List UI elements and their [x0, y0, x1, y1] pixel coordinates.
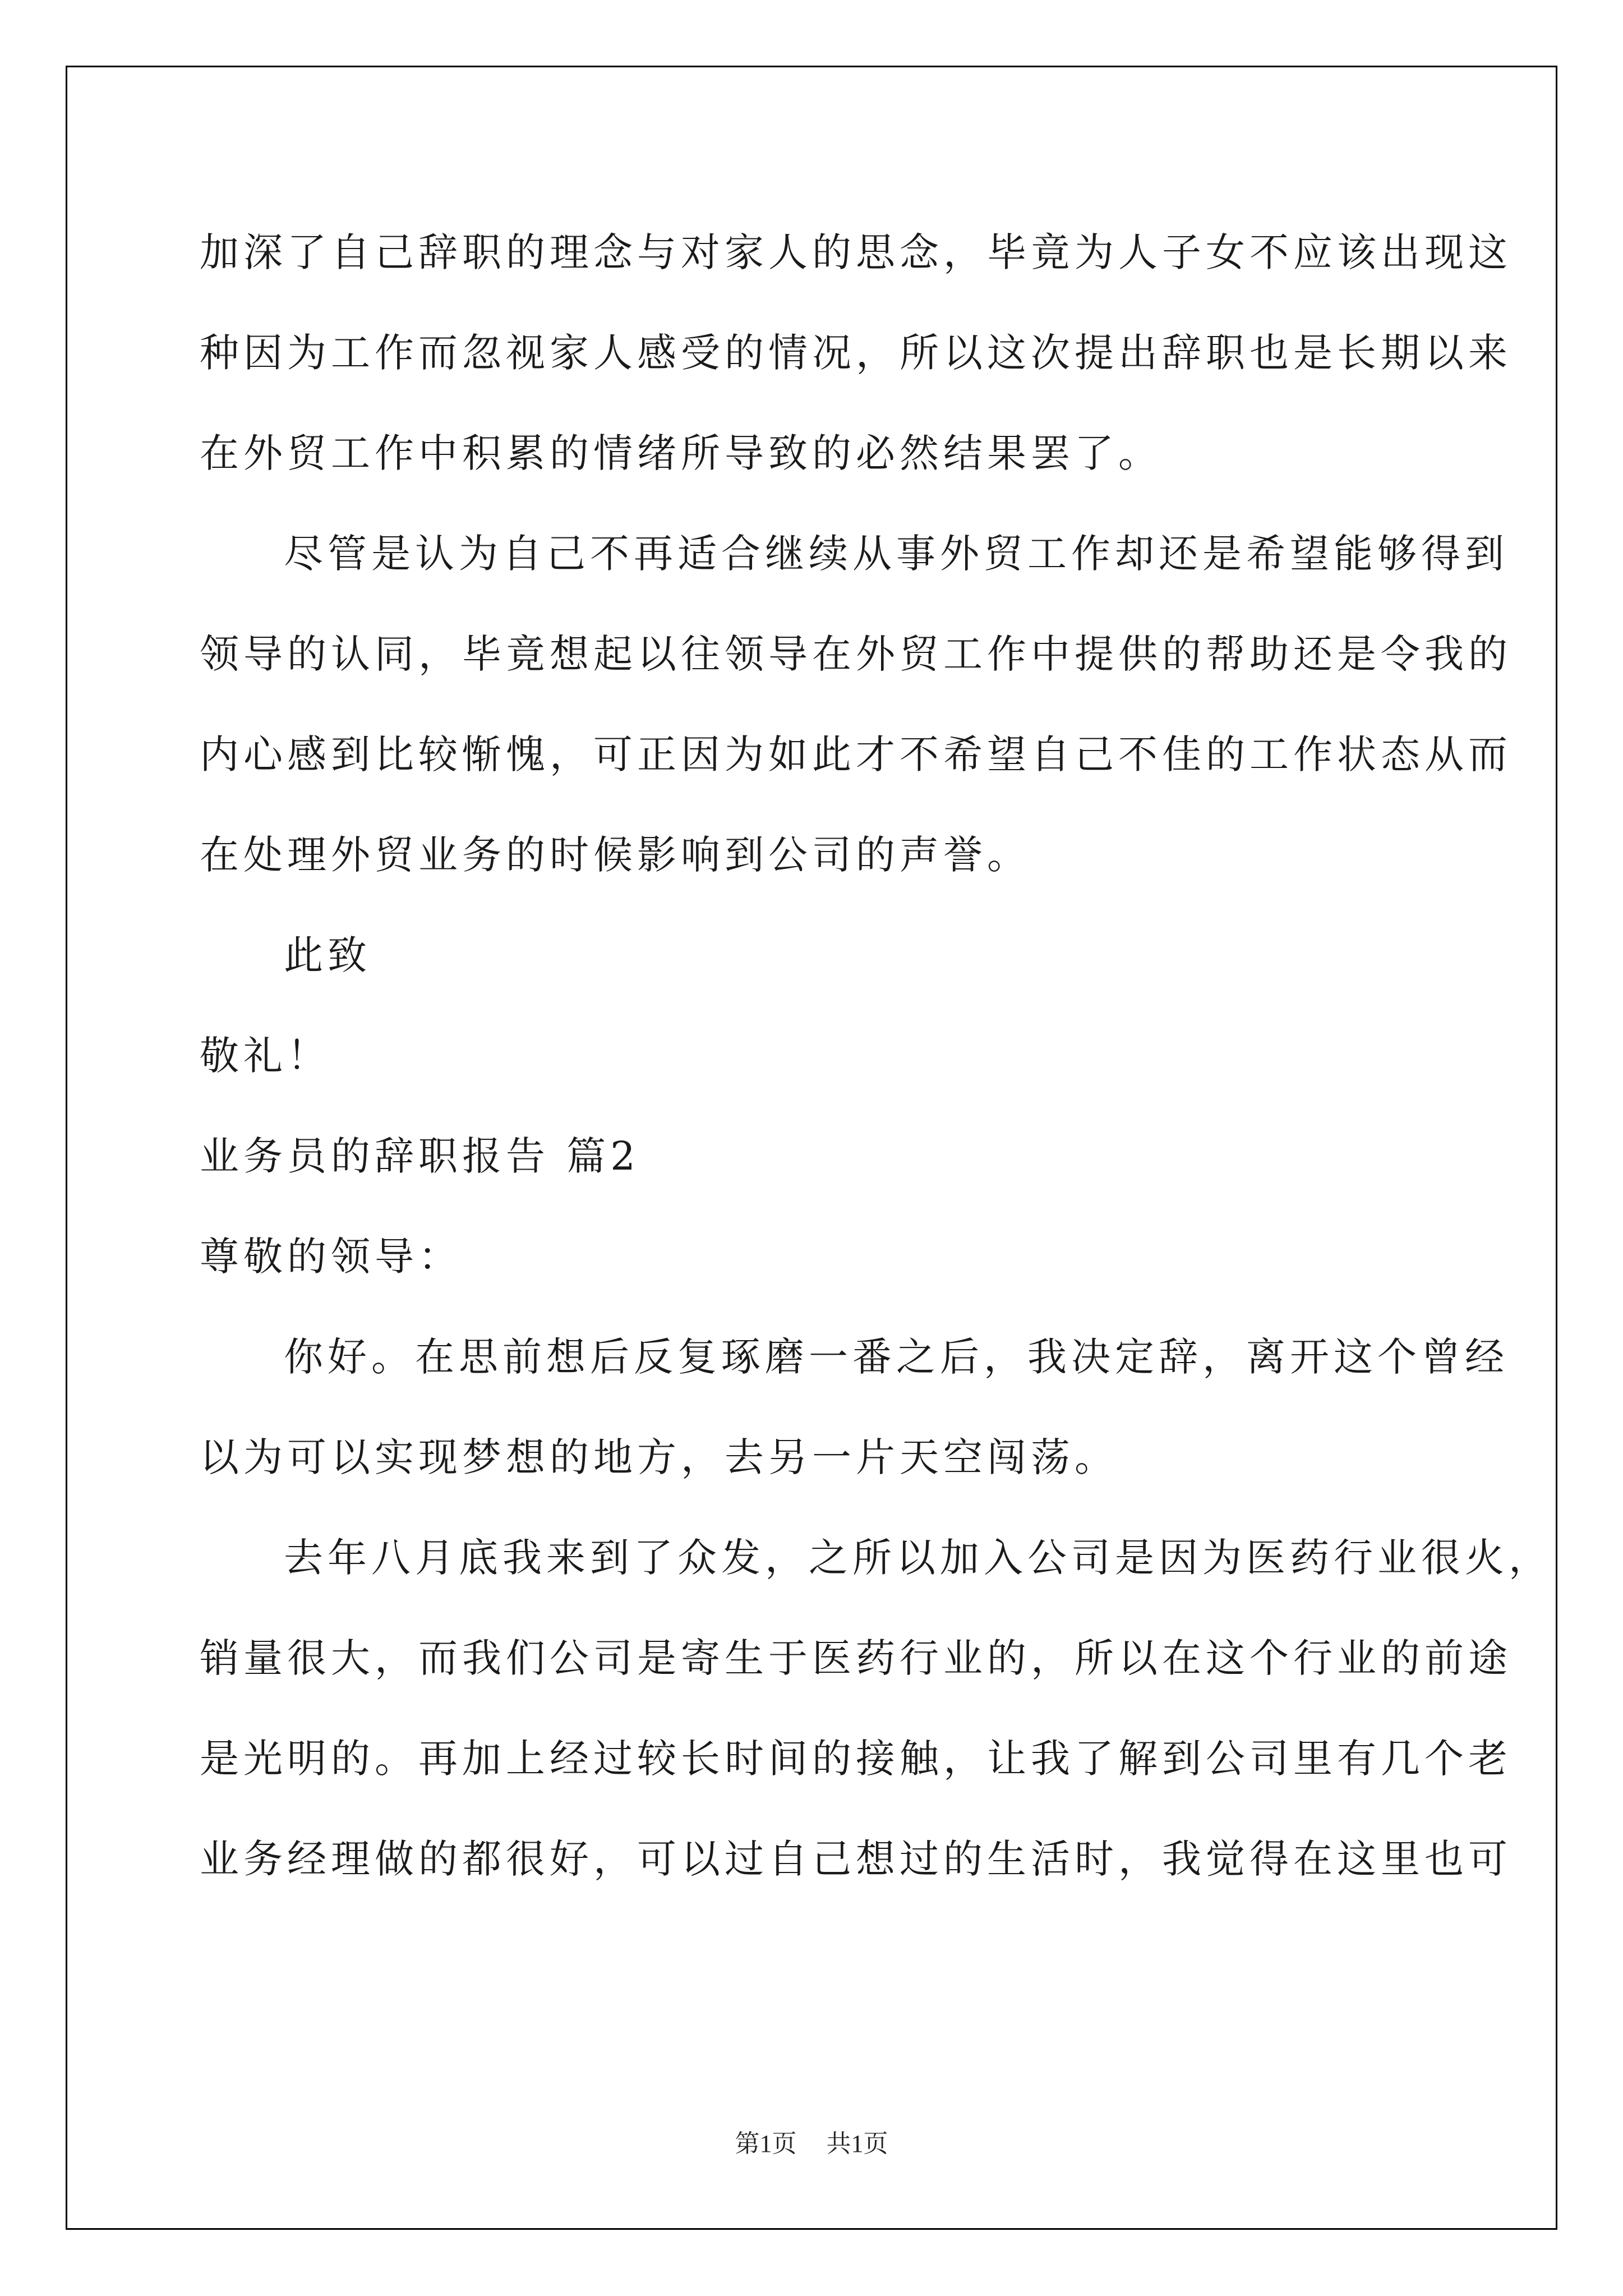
document-body [200, 219, 1552, 1926]
text-line: 是光明的。再加上经过较长时间的接触，让我了解到公司里有几个老 [200, 1736, 1512, 1782]
text-line: 业务经理做的都很好，可以过自己想过的生活时，我觉得在这里也可 [200, 1836, 1512, 1882]
paragraph-start-line: 尽管是认为自己不再适合继续从事外贸工作却还是希望能够得到 [284, 531, 1509, 577]
closing-phrase: 此致 [284, 932, 371, 978]
page-footer [0, 2123, 1623, 2159]
text-line: 在外贸工作中积累的情绪所导致的必然结果罢了。 [200, 430, 1162, 476]
paragraph-start-line: 去年八月底我来到了众发，之所以加入公司是因为医药行业很火， [284, 1535, 1552, 1581]
section-heading: 业务员的辞职报告 篇2 [200, 1133, 640, 1179]
text-line: 领导的认同，毕竟想起以往领导在外贸工作中提供的帮助还是令我的 [200, 631, 1512, 677]
text-line: 种因为工作而忽视家人感受的情况，所以这次提出辞职也是长期以来 [200, 330, 1512, 376]
page-total: 共1页 [826, 2130, 888, 2157]
greeting: 尊敬的领导： [200, 1234, 462, 1280]
page-number: 第1页 [735, 2130, 797, 2157]
text-line: 加深了自己辞职的理念与对家人的思念，毕竟为人子女不应该出现这 [200, 229, 1512, 275]
salutation-closing: 敬礼！ [200, 1033, 331, 1079]
text-line: 以为可以实现梦想的地方，去另一片天空闯荡。 [200, 1434, 1118, 1480]
text-line: 销量很大，而我们公司是寄生于医药行业的，所以在这个行业的前途 [200, 1635, 1512, 1681]
text-line: 在处理外贸业务的时候影响到公司的声誉。 [200, 832, 1031, 878]
text-line: 内心感到比较惭愧，可正因为如此才不希望自己不佳的工作状态从而 [200, 731, 1512, 777]
paragraph-start-line: 你好。在思前想后反复琢磨一番之后，我决定辞，离开这个曾经 [284, 1334, 1509, 1380]
